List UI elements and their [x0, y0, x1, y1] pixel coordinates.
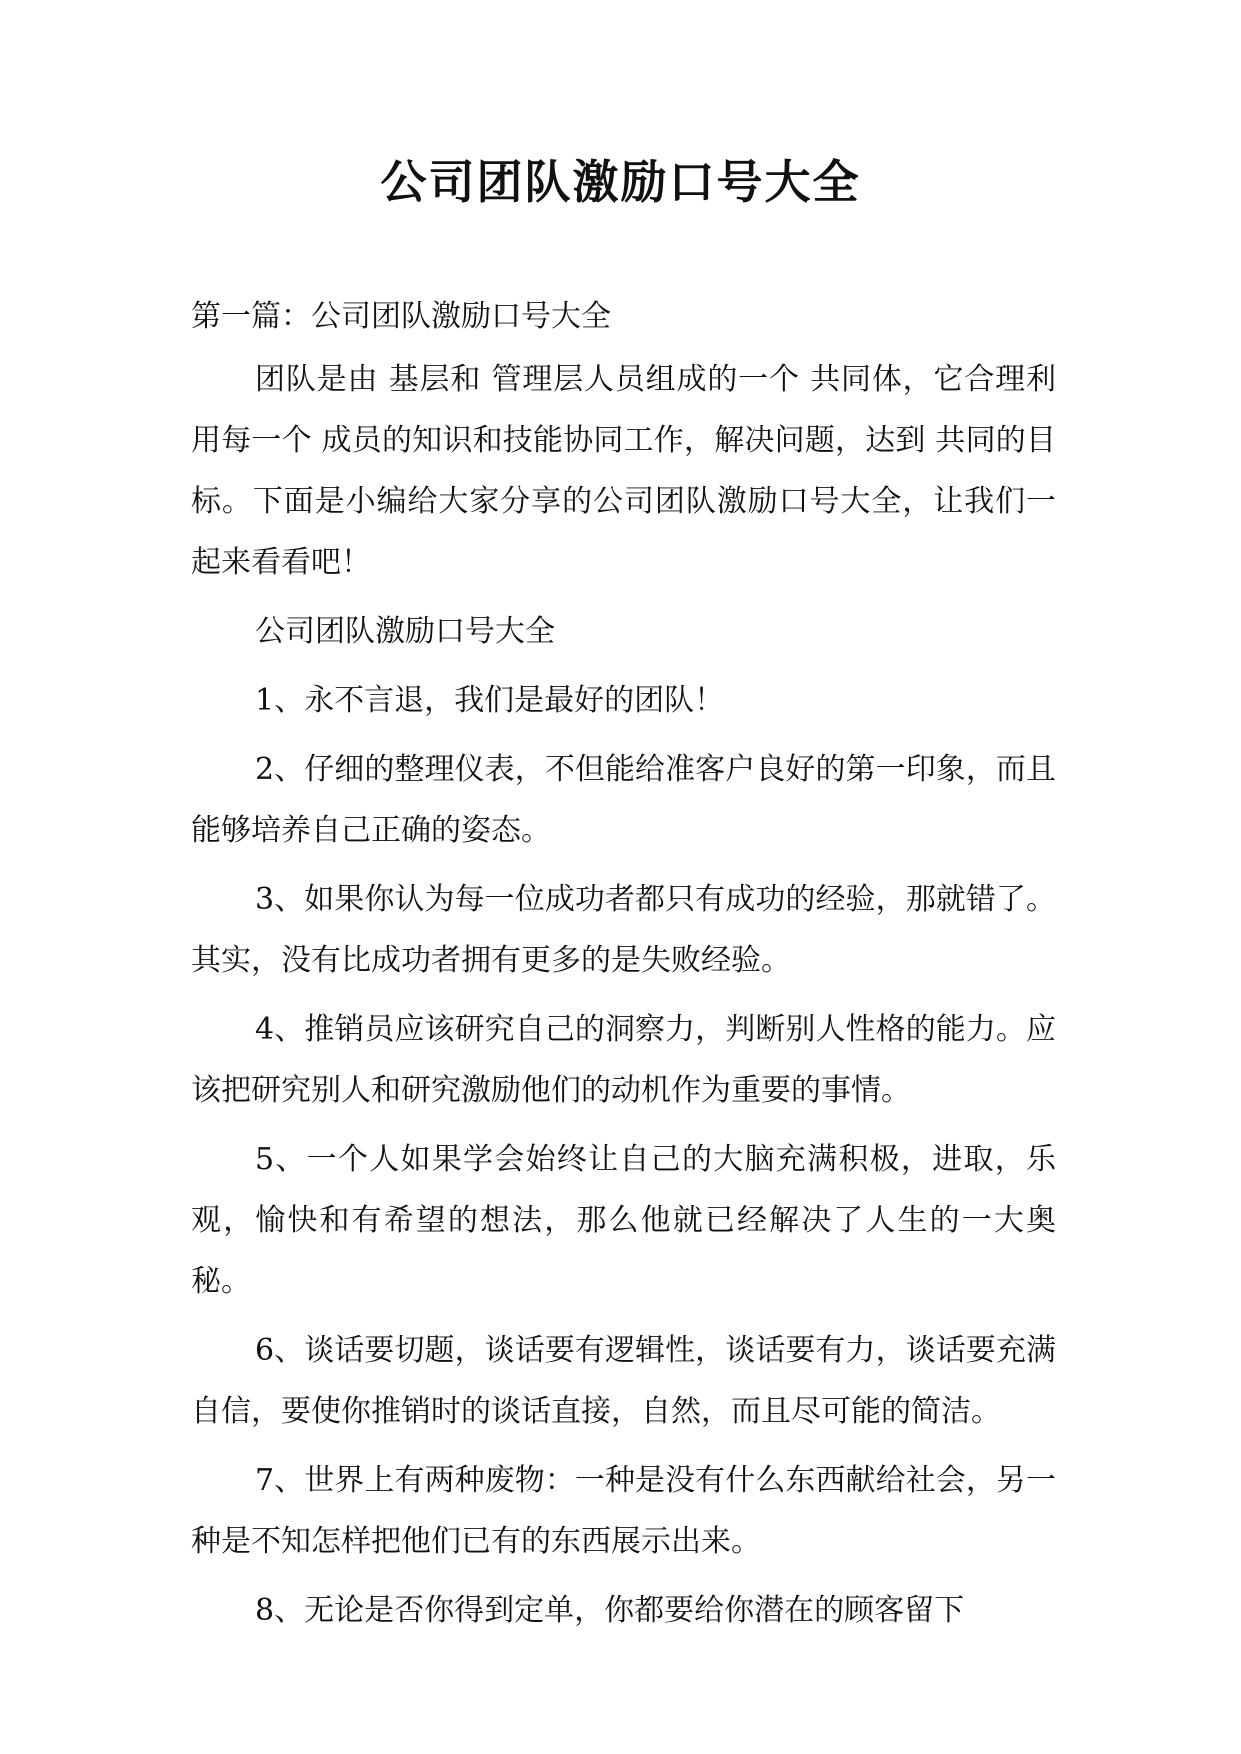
slogan-item-4: 4、推销员应该研究自己的洞察力，判断别人性格的能力。应该把研究别人和研究激励他们的动机作为重要的事情。	[191, 1012, 1056, 1108]
document-title: 公司团队激励口号大全	[380, 155, 861, 209]
section-heading: 第一篇：公司团队激励口号大全	[191, 299, 611, 334]
subheading-paragraph: 公司团队激励口号大全	[255, 614, 555, 649]
slogan-item-7: 7、世界上有两种废物：一种是没有什么东西献给社会，另一种是不知怎样把他们已有的东西展示出来。	[191, 1463, 1056, 1559]
intro-paragraph: 团队是由 基层和 管理层人员组成的一个 共同体，它合理利用每一个 成员的知识和技能协同工作，解决问题，达到 共同的目标。下面是小编给大家分享的公司团队激励口号大全，让我们一起来看看吧！	[191, 362, 1056, 580]
slogan-item-3: 3、如果你认为每一位成功者都只有成功的经验，那就错了。其实，没有比成功者拥有更多的是失败经验。	[191, 882, 1056, 978]
slogan-item-1: 1、永不言退，我们是最好的团队！	[255, 683, 725, 718]
slogan-item-5: 5、一个人如果学会始终让自己的大脑充满积极，进取，乐观，愉快和有希望的想法，那么他就已经解决了人生的一大奥秘。	[191, 1142, 1056, 1299]
slogan-item-2: 2、仔细的整理仪表，不但能给准客户良好的第一印象，而且能够培养自己正确的姿态。	[191, 752, 1056, 848]
slogan-item-6: 6、谈话要切题，谈话要有逻辑性，谈话要有力，谈话要充满自信，要使你推销时的谈话直接，自然，而且尽可能的简洁。	[191, 1333, 1056, 1429]
document-body	[191, 286, 1056, 1649]
slogan-item-8: 8、无论是否你得到定单，你都要给你潜在的顾客留下	[255, 1593, 965, 1628]
